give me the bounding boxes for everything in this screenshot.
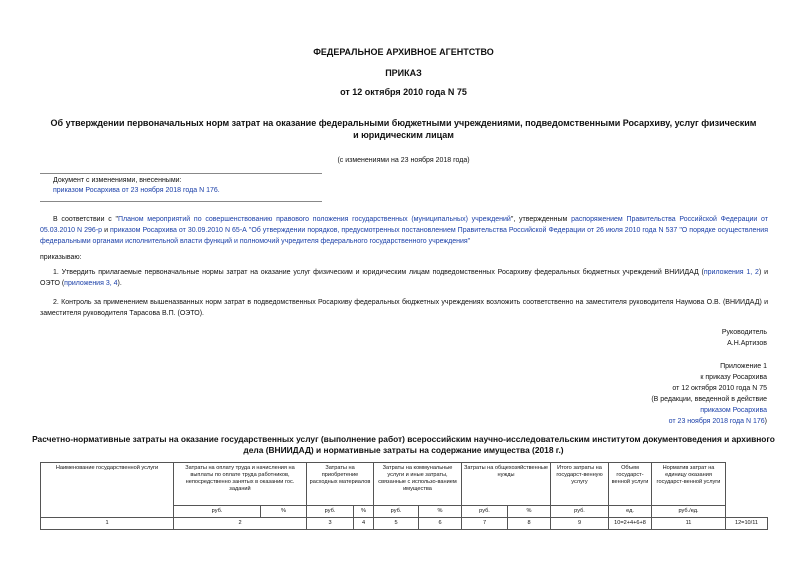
number-cell: 8 [508,518,551,530]
number-cell: 1 [41,518,174,530]
header-utilities-costs: Затраты на коммунальные услуги и иные затраты, связанные с использо-ванием имущества [374,463,462,506]
item-1-link-appendices-1-2[interactable]: приложения 1, 2 [703,269,759,276]
header-service-volume: Объем государст-венной услуги [609,463,652,506]
header-materials-costs: Затраты на приобретение расходных материалов [307,463,374,506]
table-title: Расчетно-нормативные затраты на оказание государственных услуг (выполнение работ) всероссийским научно-исследовательским институтом документоведения и архивного дела (ВНИИДАД) и нормативные затраты на содержание имущества (2018 г.) [32,434,775,455]
number-cell: 4 [354,518,374,530]
changes-box-label: Документ с изменениями, внесенными: [53,177,182,184]
unit-cell: руб./ед. [652,506,726,518]
number-cell: 6 [419,518,462,530]
unit-cell: руб. [551,506,609,518]
signature-name: А.Н.Артизов [727,340,767,347]
unit-cell: руб. [374,506,419,518]
table-numbers-row [41,518,768,530]
number-cell: 2 [174,518,307,530]
item-1-text: 1. Утвердить прилагаемые первоначальные нормы затрат на оказание услуг физическим и юридическим лицам подведомственных Росархиву федеральных бюджетных учреждений ВНИИДАД ( [53,269,704,276]
table-header-row [41,463,768,506]
header-unit-norm: Норматив затрат на единицу оказания государст-венной услуги [652,463,726,506]
preamble-link-plan[interactable]: Планом мероприятий по совершенствованию правового положения государственных (муниципальных) учреждений [117,216,511,223]
number-cell: 7 [462,518,508,530]
appendix-line-2: к приказу Росархива [700,374,767,381]
appendix-line-5-link[interactable]: от 23 ноября 2018 года N 176 [668,418,765,425]
preamble-paragraph [40,214,768,247]
appendix-link[interactable]: приказом Росархива [700,407,767,414]
number-cell: 3 [307,518,354,530]
unit-cell: % [419,506,462,518]
preamble-text-2: ", утвержденным [510,216,572,223]
header-service-name: Наименование государственной услуги [41,463,174,518]
appendix-line-3: от 12 октября 2010 года N 75 [672,385,767,392]
order-word: приказываю: [40,254,82,261]
preamble-text-1: В соответствии с " [53,216,118,223]
changes-box-top-rule [40,173,322,174]
header-labor-costs: Затраты на оплату труда и начисления на выплаты по оплате труда работников, непосредственно занятых в оказании гос. заданий [174,463,307,506]
appendix-line-1: Приложение 1 [720,363,767,370]
unit-cell: руб. [307,506,354,518]
appendix-line-5 [669,418,767,425]
unit-cell: руб. [462,506,508,518]
number-cell: 5 [374,518,419,530]
agency-name: ФЕДЕРАЛЬНОЕ АРХИВНОЕ АГЕНТСТВО [313,47,494,57]
costs-table [40,462,768,530]
amendment-note: (с изменениями на 23 ноября 2018 года) [337,157,470,164]
number-cell: 12=10/11 [726,518,768,530]
number-cell: 11 [652,518,726,530]
item-1-text-mid: ) и ОЭТО ( [40,269,769,287]
signature-role: Руководитель [721,329,767,336]
item-1-text-end: ). [117,280,122,287]
changes-box-link[interactable]: приказом Росархива от 23 ноября 2018 года N 176. [53,187,220,194]
number-cell: 9 [551,518,609,530]
unit-cell: % [508,506,551,518]
unit-cell: % [354,506,374,518]
item-2-paragraph: 2. Контроль за применением вышеназванных норм затрат в подведомственных Росархиву федеральных бюджетных учреждениях возложить соответственно на заместителя руководителя Наумова О.В. (ВНИИДАД) и заместителя руководителя Тарасова В.П. (ОЭТО). [40,299,768,317]
doc-date-number: от 12 октября 2010 года N 75 [340,87,467,97]
unit-cell: ед. [609,506,652,518]
doc-type: ПРИКАЗ [385,68,422,78]
preamble-text-3: и [102,227,111,234]
item-1-paragraph [40,267,768,289]
number-cell: 10=2+4+6+8 [609,518,652,530]
header-general-costs: Затраты на общехозяйственные нужды [462,463,551,506]
preamble-link-decree[interactable]: распоряжением Правительства Российской Федерации от 05.03.2010 N 296-р [40,216,768,234]
changes-box-bottom-rule [40,201,322,202]
header-total-costs: Итого затраты на государст-венную услугу [551,463,609,506]
appendix-line-5-end: ) [764,418,767,425]
preamble-link-order[interactable]: приказом Росархива от 30.09.2010 N 65-А "Об утверждении порядков, предусмотренных постановлением Правительства Российской Федерации от 26 июля 2010 года N 537 "О порядке осуществления федеральными органами исполнительной власти функций и полномочий учредителя федерального государственного учреждения" [40,227,768,245]
appendix-line-4: (В редакции, введенной в действие [651,396,767,403]
item-1-link-appendices-3-4[interactable]: приложения 3, 4 [64,280,118,287]
unit-cell: % [261,506,307,518]
doc-title: Об утверждении первоначальных норм затрат на оказание федеральными бюджетными учреждениями, подведомственными Росархиву, услуг физическим и юридическим лицам [50,118,757,140]
unit-cell: руб. [174,506,261,518]
